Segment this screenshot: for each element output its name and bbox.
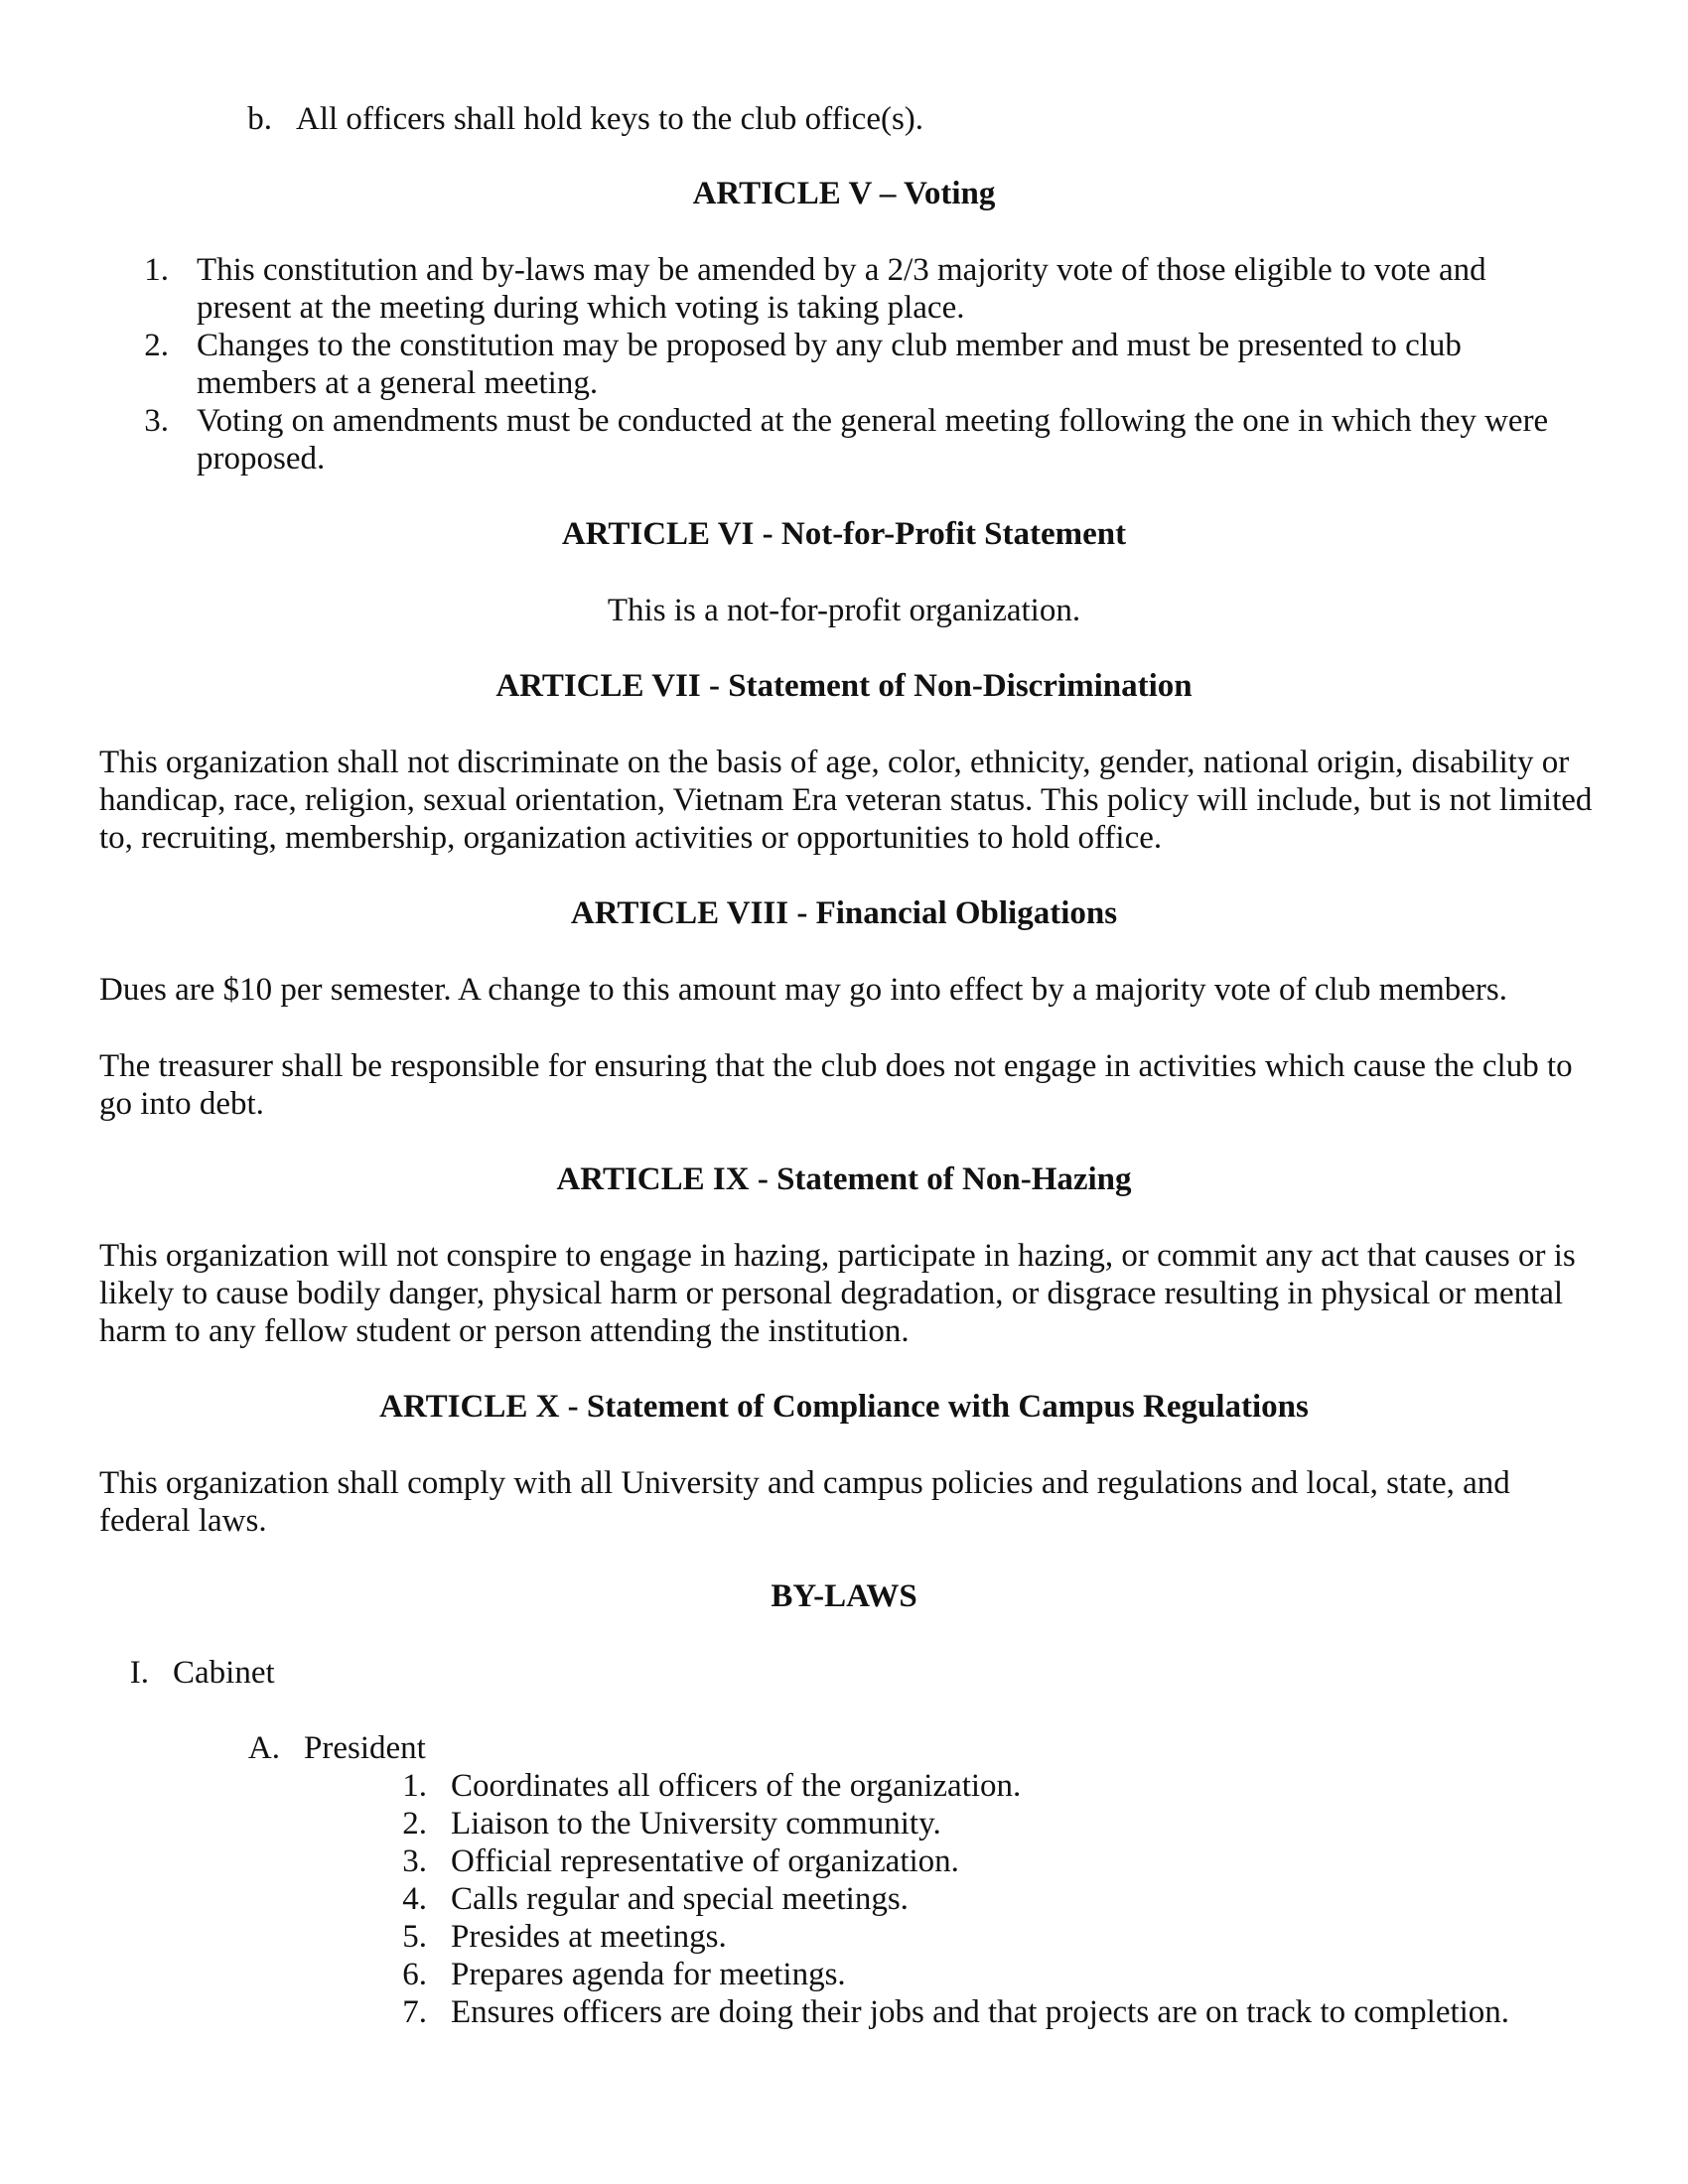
bylaws-subsection-president [228,1729,1023,1767]
item-number: 1. [144,252,169,288]
section-marker: I. [129,1655,149,1691]
president-duty-1 [377,1767,1609,1805]
article-x-text: This organization shall comply with all University and campus policies and regulations and local, state, and federal laws. [99,1465,1510,1539]
voting-item-1 [129,251,1579,327]
duty-text: Presides at meetings. [451,1919,727,1955]
article-x-heading: ARTICLE X - Statement of Compliance with Campus Regulations [379,1389,1309,1425]
duty-text: Prepares agenda for meetings. [451,1957,846,1992]
duty-number: 6. [402,1957,427,1992]
item-marker: b. [247,101,272,137]
president-duty-5 [377,1918,1609,1956]
voting-item-2 [129,327,1579,402]
item-text: Changes to the constitution may be proposed by any club member and must be presented to club members at a general meeting. [197,328,1462,401]
item-text: This constitution and by-laws may be amended by a 2/3 majority vote of those eligible to vote and present at the meeting during which voting is taking place. [197,252,1486,326]
duty-number: 1. [402,1768,427,1804]
president-duty-6 [377,1956,1609,1993]
duty-number: 4. [402,1881,427,1917]
voting-item-3 [129,402,1579,478]
item-number: 2. [144,328,169,363]
president-duty-4 [377,1880,1609,1918]
duty-text: Liaison to the University community. [451,1806,941,1842]
president-duty-3 [377,1843,1609,1880]
subsection-marker: A. [247,1730,280,1766]
article-vii-text: This organization shall not discriminate on the basis of age, color, ethnicity, gender, national origin, disability or handicap, race, religion, sexual orientation, Vietnam Era veteran status. This policy will include, but is not limited to, recruiting, membership, organization activities or opportunities to hold office. [99,745,1593,856]
article-v-heading: ARTICLE V – Voting [692,176,996,211]
subsection-title: President [304,1730,426,1766]
article-vii-heading: ARTICLE VII - Statement of Non-Discrimination [495,668,1193,704]
article-viii-heading: ARTICLE VIII - Financial Obligations [570,895,1118,931]
bylaws-heading: BY-LAWS [771,1578,917,1614]
article-viii-text-1: Dues are $10 per semester. A change to this amount may go into effect by a majority vote of club members. [99,972,1508,1008]
duty-number: 7. [402,1994,427,2030]
article-vi-heading: ARTICLE VI - Not-for-Profit Statement [561,516,1127,552]
article-ix-heading: ARTICLE IX - Statement of Non-Hazing [556,1161,1132,1197]
duty-number: 2. [402,1806,427,1842]
article-vi-text: This is a not-for-profit organization. [607,593,1081,628]
duty-number: 5. [402,1919,427,1955]
article-viii-text-2: The treasurer shall be responsible for ensuring that the club does not engage in activities which cause the club to go into debt. [99,1048,1573,1122]
item-text: All officers shall hold keys to the club office(s). [296,101,924,137]
president-duty-2 [377,1805,1609,1843]
duty-text: Ensures officers are doing their jobs and that projects are on track to completion. [451,1994,1510,2030]
item-number: 3. [144,403,169,439]
duty-number: 3. [402,1843,427,1879]
item-text: Voting on amendments must be conducted at the general meeting following the one in which they were proposed. [197,403,1549,477]
section-title: Cabinet [173,1655,275,1691]
article-ix-text: This organization will not conspire to engage in hazing, participate in hazing, or commit any act that causes or is likely to cause bodily danger, physical harm or personal degradation, or disgrace resulting in physical or mental harm to any fellow student or person attending the institution. [99,1238,1576,1349]
duty-text: Coordinates all officers of the organization. [451,1768,1022,1804]
bylaws-section-cabinet [99,1654,894,1692]
officers-keys-item [228,100,1618,138]
duty-text: Calls regular and special meetings. [451,1881,909,1917]
president-duty-7 [377,1993,1609,2031]
duty-text: Official representative of organization. [451,1843,959,1879]
